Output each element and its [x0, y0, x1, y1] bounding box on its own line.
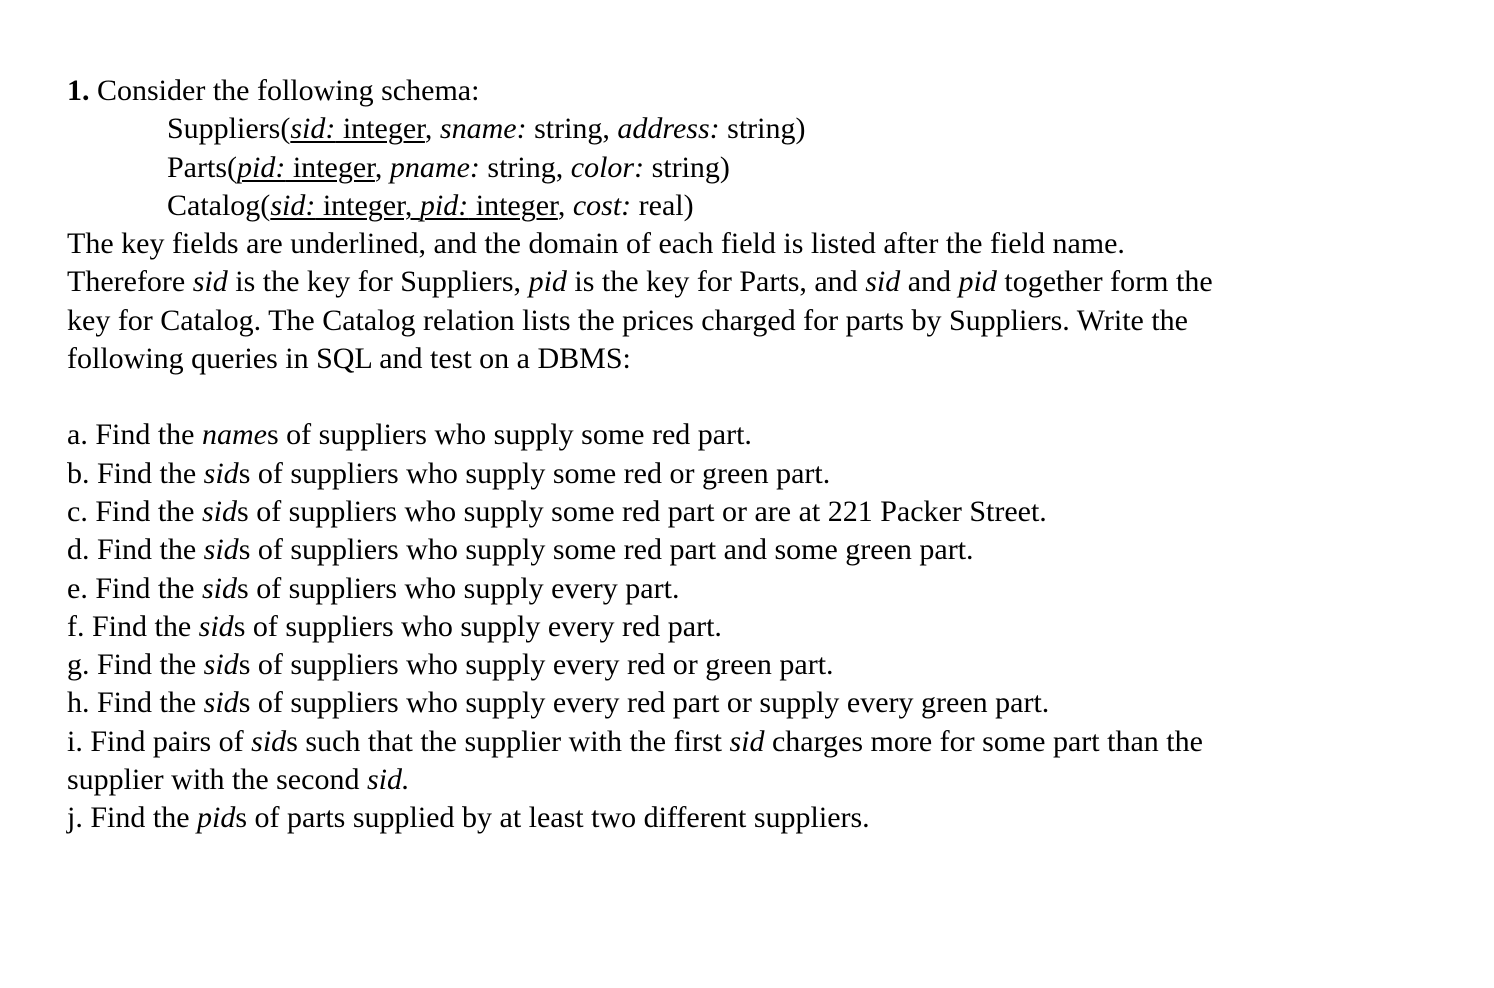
text: c. Find the — [67, 494, 202, 528]
query-i-continued — [67, 761, 1467, 799]
field-name: sname: — [439, 112, 527, 146]
emphasis: sid — [729, 724, 765, 758]
problem-heading — [67, 72, 1467, 110]
emphasis: sid — [203, 533, 239, 567]
field-name: address: — [617, 112, 720, 146]
query-g — [67, 646, 1467, 684]
query-j — [67, 799, 1467, 837]
key-field-name: pid: — [419, 188, 469, 222]
key-field-type: integer — [468, 188, 558, 222]
query-f — [67, 608, 1467, 646]
text: s of parts supplied by at least two different suppliers. — [235, 801, 870, 835]
emphasis: sid — [192, 265, 228, 299]
description-line-3: key for Catalog. The Catalog relation lists the prices charged for parts by Suppliers. Write the — [67, 303, 1189, 337]
schema-catalog — [67, 187, 1467, 225]
schema-key-field — [290, 112, 425, 145]
emphasis: sid — [198, 609, 234, 643]
key-field-type: integer — [285, 150, 375, 184]
query-c — [67, 493, 1467, 531]
text: f. Find the — [67, 609, 199, 643]
text: s such that the supplier with the first — [286, 724, 730, 758]
text: i. Find pairs of — [67, 724, 252, 758]
text: s of suppliers who supply some red part. — [266, 418, 752, 452]
emphasis: sid. — [366, 763, 410, 797]
description-line-1: The key fields are underlined, and the domain of each field is listed after the field name. — [67, 227, 1125, 261]
text: together form the — [996, 265, 1213, 299]
text: s of suppliers who supply some red or green part. — [238, 456, 831, 490]
field-type: string) — [644, 150, 730, 184]
text: g. Find the — [67, 648, 204, 682]
description-line-4: following queries in SQL and test on a DBMS: — [67, 342, 631, 376]
schema-table-name: Catalog( — [167, 188, 271, 222]
emphasis: sid — [202, 571, 238, 605]
text: a. Find the — [67, 418, 202, 452]
emphasis: name — [202, 418, 267, 452]
schema-parts — [67, 149, 1467, 187]
emphasis: pid — [528, 265, 567, 299]
separator: , — [424, 112, 440, 146]
field-type: string, — [479, 150, 571, 184]
text: d. Find the — [67, 533, 204, 567]
key-field-type: integer — [335, 112, 425, 146]
text: s of suppliers who supply some red part or are at 221 Packer Street. — [237, 494, 1047, 528]
text: e. Find the — [67, 571, 202, 605]
query-a — [67, 416, 1467, 454]
emphasis: pid — [958, 265, 997, 299]
schema-key-field — [237, 151, 375, 184]
emphasis: pid — [197, 801, 236, 835]
text: b. Find the — [67, 456, 204, 490]
document-page — [67, 72, 1467, 838]
query-b — [67, 455, 1467, 493]
text: and — [900, 265, 959, 299]
text: is the key for Suppliers, — [227, 265, 529, 299]
query-h — [67, 684, 1467, 722]
query-e — [67, 570, 1467, 608]
text: supplier with the second — [67, 763, 367, 797]
text: is the key for Parts, and — [566, 265, 866, 299]
description-line-2 — [67, 263, 1467, 301]
field-name: cost: — [572, 188, 632, 222]
emphasis: sid — [203, 686, 239, 720]
emphasis: sid — [203, 456, 239, 490]
paragraph-gap — [67, 378, 1467, 416]
text: j. Find the — [67, 801, 198, 835]
key-field-name: pid: — [237, 150, 286, 184]
text: s of suppliers who supply every part. — [237, 571, 680, 605]
schema-key-fields — [270, 189, 558, 222]
schema-table-name: Suppliers( — [167, 112, 291, 146]
separator: , — [557, 188, 573, 222]
key-field-name: sid: — [270, 188, 316, 222]
field-type: string) — [719, 112, 806, 146]
text: charges more for some part than the — [764, 724, 1203, 758]
problem-intro: Consider the following schema: — [89, 74, 480, 107]
text: s of suppliers who supply every red part or supply every green part. — [238, 686, 1050, 720]
separator: , — [374, 150, 390, 184]
field-name: pname: — [389, 150, 480, 184]
emphasis: sid — [203, 648, 239, 682]
query-d — [67, 531, 1467, 569]
emphasis: sid — [202, 494, 238, 528]
schema-suppliers — [67, 110, 1467, 148]
problem-number: 1. — [67, 74, 90, 107]
emphasis: sid — [865, 265, 901, 299]
field-type: real) — [631, 188, 694, 222]
key-field-type: integer, — [315, 188, 420, 222]
field-name: color: — [570, 150, 645, 184]
text: s of suppliers who supply every red part. — [233, 609, 722, 643]
emphasis: sid — [251, 724, 287, 758]
query-i — [67, 723, 1467, 761]
text: s of suppliers who supply some red part and some green part. — [238, 533, 974, 567]
text: s of suppliers who supply every red or green part. — [238, 648, 834, 682]
text: Therefore — [67, 265, 193, 299]
field-type: string, — [526, 112, 618, 146]
schema-table-name: Parts( — [167, 150, 237, 184]
text: h. Find the — [67, 686, 204, 720]
key-field-name: sid: — [290, 112, 336, 146]
